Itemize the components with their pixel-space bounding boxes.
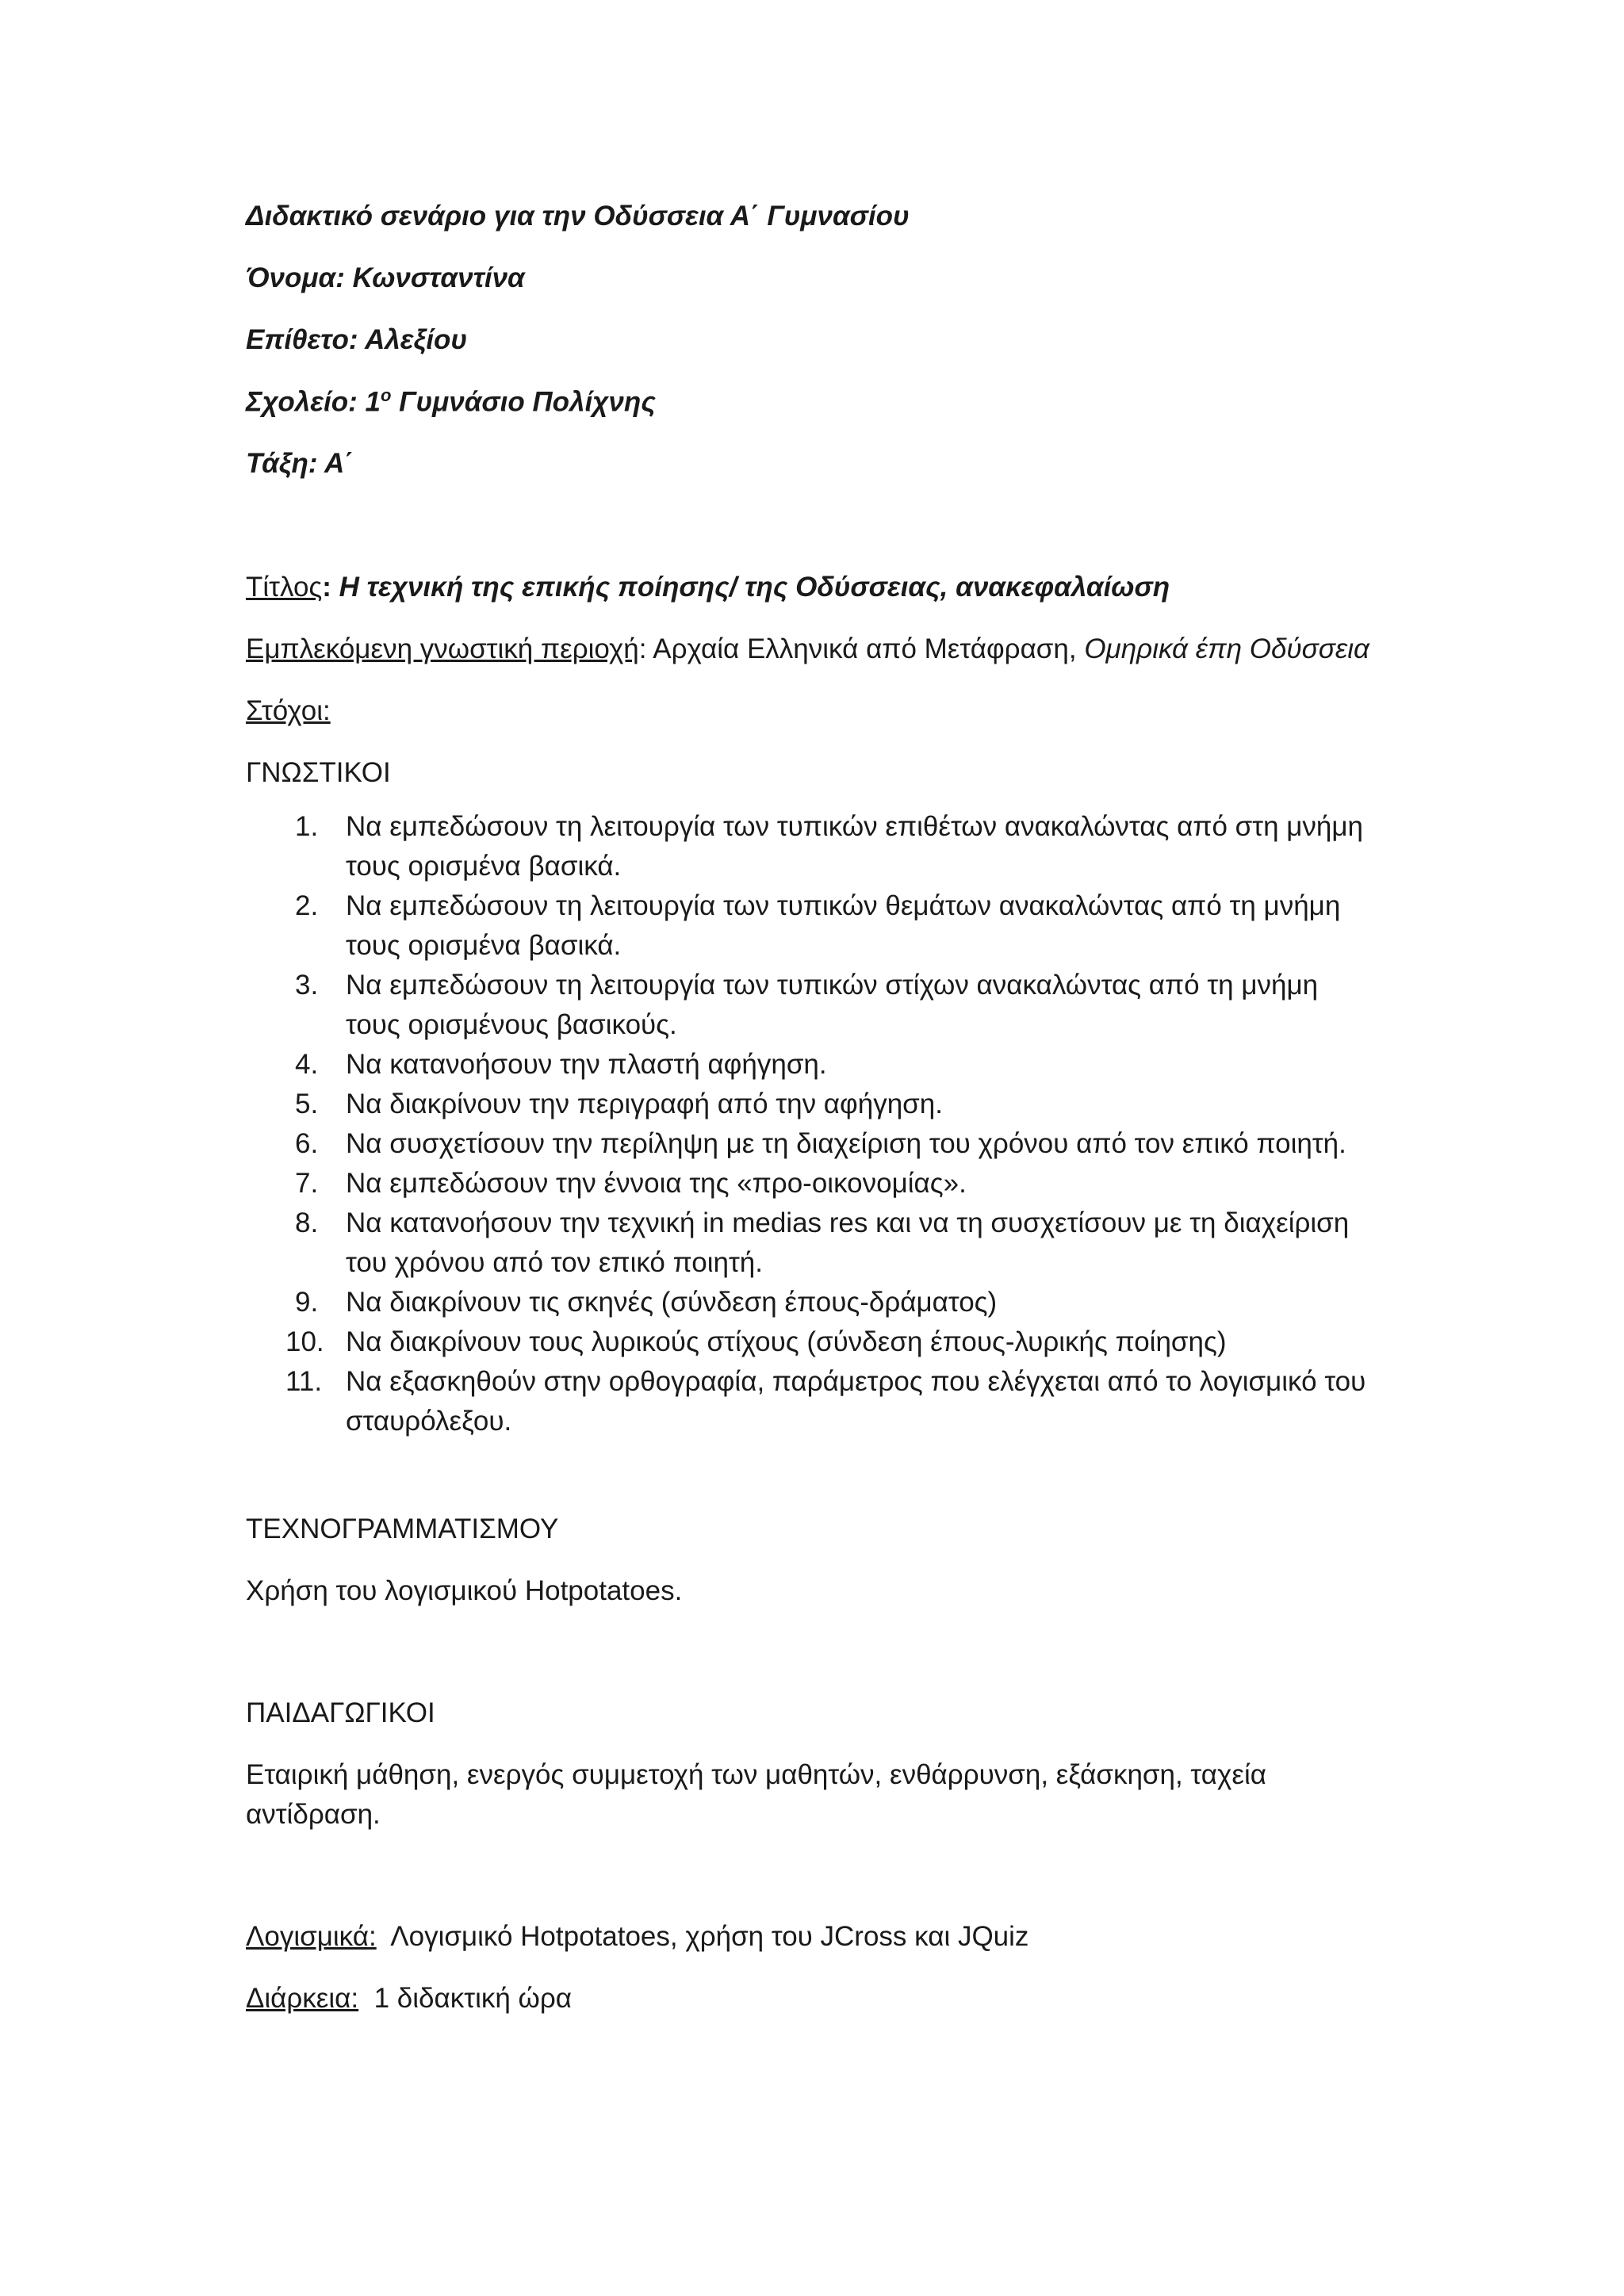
subject-area-label: Εμπλεκόμενη γνωστική περιοχή [246, 633, 639, 664]
list-item-text-cont: σταυρόλεξου. [346, 1406, 512, 1437]
list-item-text-cont: τους ορισμένους βασικούς. [346, 1009, 677, 1040]
goals-label: Στόχοι: [246, 695, 331, 726]
list-item-text: Να κατανοήσουν την τεχνική in medias res και να τη συσχετίσουν με τη διαχείριση [346, 1207, 1350, 1238]
list-item-text: Να εμπεδώσουν τη λειτουργία των τυπικών θεμάτων ανακαλώντας από τη μνήμη [346, 890, 1341, 921]
title-colon: : [322, 572, 331, 603]
school-prefix: Σχολείο: 1 [246, 386, 381, 418]
list-item-number: 11. [285, 1366, 323, 1397]
list-item [246, 1283, 1396, 1322]
author-surname: Επίθετο: Αλεξίου [246, 324, 468, 355]
list-item-text: Να εξασκηθούν στην ορθογραφία, παράμετρος που ελέγχεται από το λογισμικό του [346, 1366, 1366, 1397]
list-item [246, 1362, 1396, 1441]
list-item-number: 6. [295, 1128, 319, 1159]
list-item [246, 1203, 1396, 1283]
list-item-number: 10. [285, 1326, 324, 1357]
title-value: Η τεχνική της επικής ποίησης/ της Οδύσσειας, ανακεφαλαίωση [331, 572, 1170, 603]
list-item-number: 4. [295, 1049, 319, 1080]
list-item-text: Να κατανοήσουν την πλαστή αφήγηση. [346, 1049, 827, 1080]
list-item [246, 1124, 1396, 1164]
school-suffix: Γυμνάσιο Πολίχνης [391, 386, 656, 418]
cognitive-heading: ΓΝΩΣΤΙΚΟΙ [246, 757, 391, 788]
list-item-number: 5. [295, 1089, 319, 1119]
software-value: Λογισμικό Hotpotatoes, χρήση του JCross και JQuiz [376, 1921, 1029, 1952]
list-item-text: Να διακρίνουν τις σκηνές (σύνδεση έπους-δράματος) [346, 1287, 998, 1318]
tech-heading: ΤΕΧΝΟΓΡΑΜΜΑΤΙΣΜΟΥ [246, 1513, 559, 1544]
list-item-text-cont: τους ορισμένα βασικά. [346, 851, 622, 882]
duration-line [246, 1982, 572, 2015]
document-title: Διδακτικό σενάριο για την Οδύσσεια Α΄ Γυμνασίου [246, 201, 910, 232]
cognitive-goals-list [246, 807, 1396, 1441]
software-label: Λογισμικά: [246, 1921, 377, 1952]
list-item [246, 1322, 1396, 1362]
subject-area-value: : Αρχαία Ελληνικά από Μετάφραση, [638, 633, 1085, 664]
list-item-text: Να διακρίνουν την περιγραφή από την αφήγηση. [346, 1089, 943, 1119]
list-item-number: 8. [295, 1207, 319, 1238]
tech-text: Χρήση του λογισμικού Hotpotatoes. [246, 1575, 683, 1606]
list-item [246, 886, 1396, 966]
class-line: Τάξη: Α΄ [246, 448, 354, 479]
list-item-number: 3. [295, 970, 319, 1001]
list-item [246, 966, 1396, 1045]
pedagogic-heading: ΠΑΙΔΑΓΩΓΙΚΟΙ [246, 1697, 435, 1728]
pedagogic-text-line2: αντίδραση. [246, 1799, 381, 1830]
list-item-text-cont: τους ορισμένα βασικά. [346, 930, 622, 961]
list-item-text: Να εμπεδώσουν τη λειτουργία των τυπικών στίχων ανακαλώντας από τη μνήμη [346, 970, 1319, 1001]
list-item-number: 7. [295, 1168, 319, 1199]
list-item-number: 9. [295, 1287, 319, 1318]
school-line [246, 385, 656, 419]
list-item-text: Να διακρίνουν τους λυρικούς στίχους (σύνδεση έπους-λυρικής ποίησης) [346, 1326, 1227, 1357]
author-name: Όνομα: Κωνσταντίνα [246, 262, 525, 293]
duration-label: Διάρκεια: [246, 1983, 359, 2014]
subject-area-line [246, 633, 1369, 666]
duration-value: 1 διδακτική ώρα [358, 1983, 573, 2014]
list-item-text: Να συσχετίσουν την περίληψη με τη διαχείριση του χρόνου από τον επικό ποιητή. [346, 1128, 1346, 1159]
list-item-text: Να εμπεδώσουν την έννοια της «προ-οικονομίας». [346, 1168, 967, 1199]
subject-area-value-italic: Ομηρικά έπη Οδύσσεια [1084, 633, 1369, 664]
title-line [246, 571, 1170, 604]
pedagogic-text-line1: Εταιρική μάθηση, ενεργός συμμετοχή των μαθητών, ενθάρρυνση, εξάσκηση, ταχεία [246, 1759, 1266, 1790]
list-item-number: 2. [295, 890, 319, 921]
list-item [246, 1164, 1396, 1203]
list-item-text: Να εμπεδώσουν τη λειτουργία των τυπικών επιθέτων ανακαλώντας από στη μνήμη [346, 811, 1364, 842]
list-item-number: 1. [295, 811, 319, 842]
list-item [246, 807, 1396, 886]
list-item [246, 1045, 1396, 1085]
title-label: Τίτλος [246, 572, 323, 603]
list-item [246, 1085, 1396, 1124]
list-item-text-cont: του χρόνου από τον επικό ποιητή. [346, 1247, 763, 1278]
software-line [246, 1920, 1028, 1954]
school-superscript: ο [380, 385, 392, 405]
